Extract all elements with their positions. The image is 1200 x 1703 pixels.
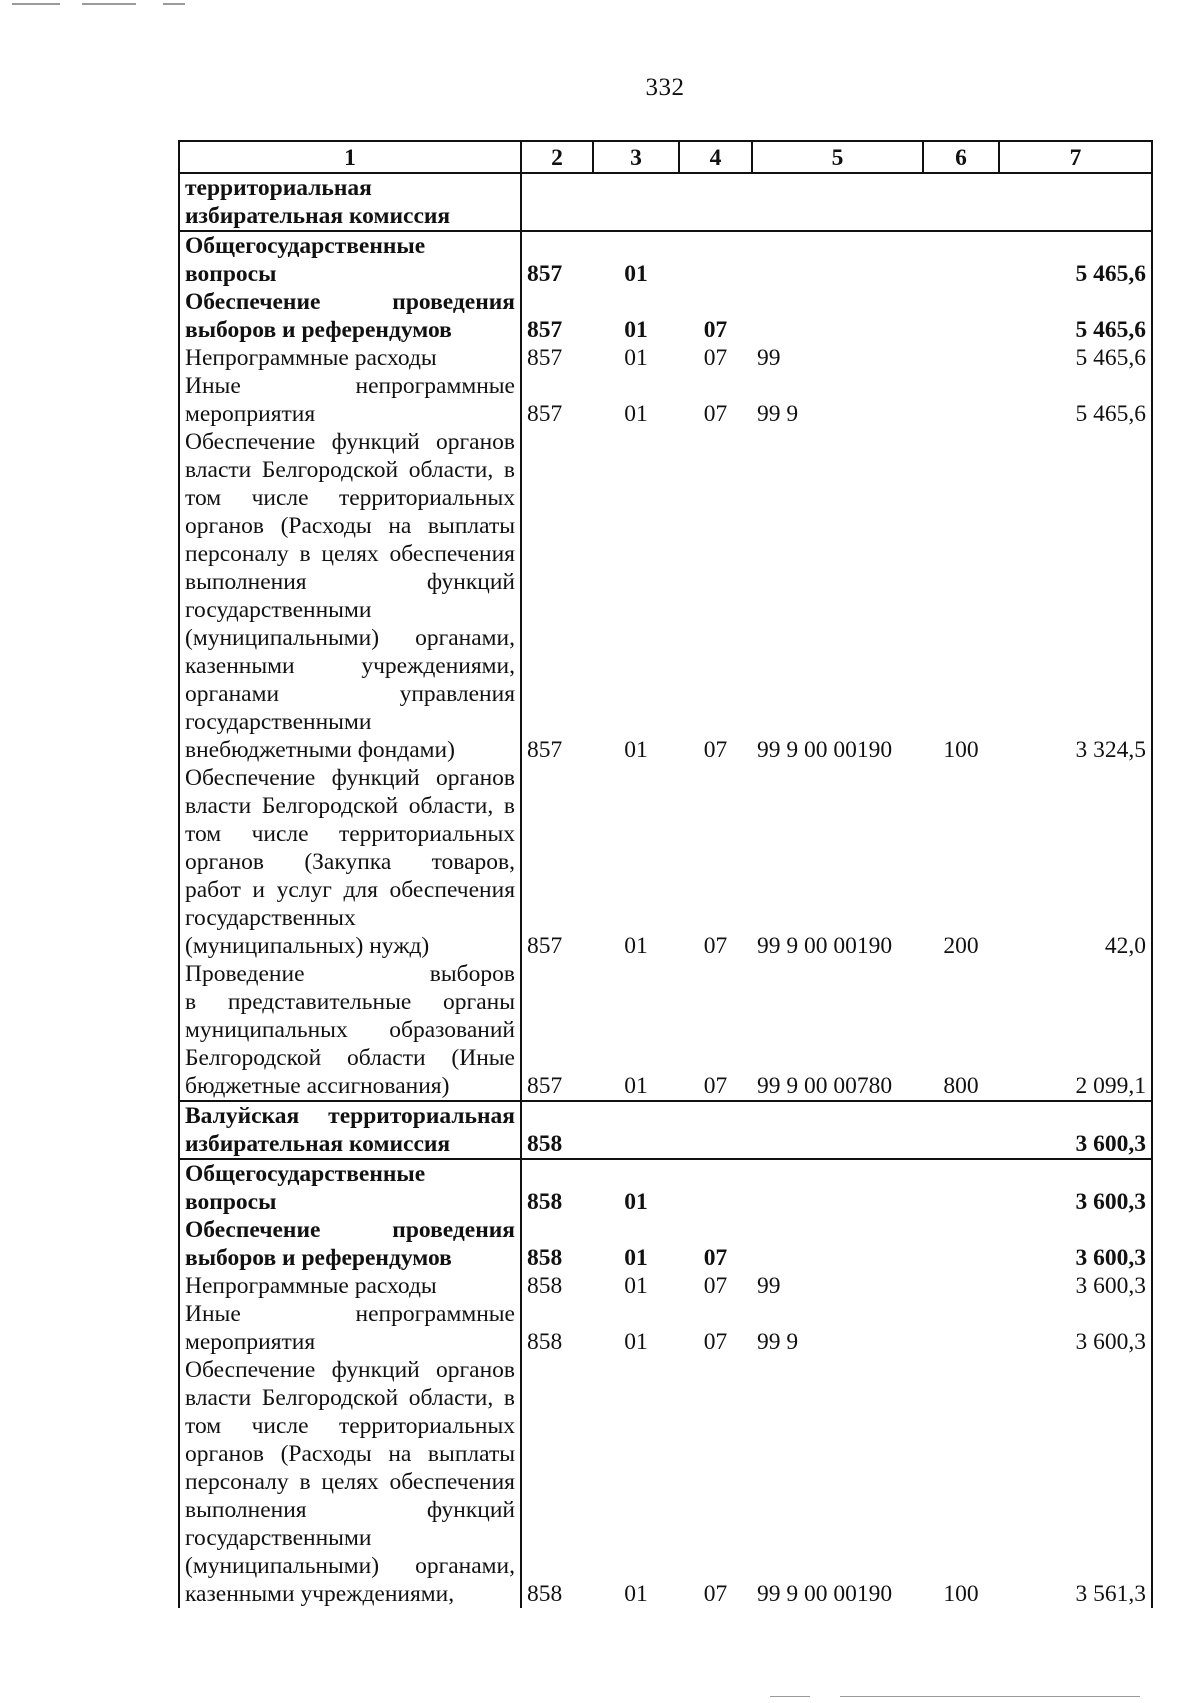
table-row xyxy=(179,1101,1152,1159)
row-name-line: вопросы xyxy=(185,1189,277,1215)
expense-type-cell: 200 xyxy=(943,933,979,959)
expense-type-cell xyxy=(923,1216,999,1272)
row-name-line: Непрограммные расходы xyxy=(185,1273,437,1299)
section-code-cell: 01 xyxy=(624,401,648,427)
subsection-code-cell: 07 xyxy=(703,1581,728,1607)
target-article-cell: 99 9 xyxy=(757,1329,799,1355)
row-name-line: персоналу в целях обеспечения xyxy=(185,541,515,567)
row-name-line: избирательная комиссия xyxy=(185,1131,451,1157)
amount-cell: 5 465,6 xyxy=(999,344,1152,372)
subsection-code-cell: 07 xyxy=(703,401,728,427)
row-name-line: государственными xyxy=(185,1525,372,1551)
table-row xyxy=(179,764,1152,960)
expense-type-cell xyxy=(923,1272,999,1300)
row-name-line: власти Белгородской области, в xyxy=(185,793,515,819)
row-name-line: муниципальных образований xyxy=(185,1017,515,1043)
row-name-cell xyxy=(179,1272,521,1300)
ministry-code-cell: 857 xyxy=(521,372,593,428)
row-name-line: государственных xyxy=(185,905,356,931)
row-name-line: власти Белгородской области, в xyxy=(185,457,515,483)
subsection-code-cell: 07 xyxy=(703,1073,728,1099)
row-name-line: Непрограммные расходы xyxy=(185,345,437,371)
target-article-cell xyxy=(752,231,923,288)
row-name-line: Обеспечение функций органов xyxy=(185,429,515,455)
subsection-code-cell xyxy=(679,231,752,288)
expense-type-cell: 100 xyxy=(943,737,979,763)
amount-cell: 3 600,3 xyxy=(999,1300,1152,1356)
row-name-line: органами управления xyxy=(185,681,515,707)
row-name-line: казенными учреждениями, xyxy=(185,653,515,679)
header-col-5: 5 xyxy=(752,141,923,173)
row-name-line: избирательная комиссия xyxy=(185,203,451,229)
expense-type-cell xyxy=(923,1300,999,1356)
section-code-cell: 01 xyxy=(624,345,648,371)
row-name-line: Обеспечение функций органов xyxy=(185,765,515,791)
subsection-code-cell: 07 xyxy=(703,933,728,959)
subsection-code-cell: 07 xyxy=(703,345,728,371)
section-code-cell xyxy=(593,1101,679,1159)
row-name-cell xyxy=(179,1216,521,1272)
amount-cell: 5 465,6 xyxy=(999,372,1152,428)
target-article-cell xyxy=(752,173,923,231)
subsection-code-cell: 07 xyxy=(703,1329,728,1355)
row-name-line: Белгородской области (Иные xyxy=(185,1045,515,1071)
table-row xyxy=(179,1300,1152,1356)
row-name-line: (муниципальными) органами, xyxy=(185,1553,515,1579)
header-col-6: 6 xyxy=(923,141,999,173)
row-name-cell xyxy=(179,231,521,288)
table-row xyxy=(179,344,1152,372)
expense-type-cell xyxy=(923,372,999,428)
row-name-line: Обеспечение проведения xyxy=(185,1217,515,1243)
row-name-cell xyxy=(179,344,521,372)
table-row xyxy=(179,1216,1152,1272)
header-col-1: 1 xyxy=(179,141,521,173)
scan-artifact-line xyxy=(770,1696,810,1697)
section-code-cell: 01 xyxy=(624,1329,648,1355)
subsection-code-cell xyxy=(679,173,752,231)
amount-cell: 3 561,3 xyxy=(999,1356,1152,1608)
table-row xyxy=(179,372,1152,428)
section-code-cell: 01 xyxy=(624,1581,648,1607)
ministry-code-cell: 858 xyxy=(521,1300,593,1356)
row-name-cell xyxy=(179,173,521,231)
row-name-line: мероприятия xyxy=(185,1329,316,1355)
header-col-2: 2 xyxy=(521,141,593,173)
ministry-code-cell: 857 xyxy=(521,344,593,372)
row-name-line: в представительные органы xyxy=(185,989,515,1015)
ministry-code-cell: 858 xyxy=(521,1216,593,1272)
table-row xyxy=(179,1272,1152,1300)
target-article-cell xyxy=(752,1101,923,1159)
subsection-code-cell: 07 xyxy=(703,1273,728,1299)
expense-type-cell: 800 xyxy=(943,1073,979,1099)
row-name-line: Обеспечение проведения xyxy=(185,289,515,315)
row-name-cell xyxy=(179,372,521,428)
section-code-cell: 01 xyxy=(624,737,648,763)
ministry-code-cell: 857 xyxy=(521,288,593,344)
row-name-line: выборов и референдумов xyxy=(185,1245,452,1271)
scan-artifact-line xyxy=(840,1696,1140,1697)
ministry-code-cell: 858 xyxy=(521,1356,593,1608)
row-name-cell xyxy=(179,288,521,344)
amount-cell: 3 324,5 xyxy=(999,428,1152,764)
amount-cell: 3 600,3 xyxy=(999,1216,1152,1272)
row-name-cell xyxy=(179,764,521,960)
ministry-code-cell: 858 xyxy=(521,1159,593,1216)
target-article-cell: 99 xyxy=(757,345,781,371)
ministry-code-cell: 857 xyxy=(521,960,593,1101)
target-article-cell: 99 9 00 00780 xyxy=(757,1073,893,1099)
row-name-line: Проведение выборов xyxy=(185,961,515,987)
row-name-line: выборов и референдумов xyxy=(185,317,452,343)
section-code-cell: 01 xyxy=(624,933,648,959)
header-col-3: 3 xyxy=(593,141,679,173)
scan-artifact-line xyxy=(163,3,185,5)
row-name-line: Валуйская территориальная xyxy=(185,1103,515,1129)
table-body xyxy=(179,173,1152,1608)
subsection-code-cell: 07 xyxy=(703,737,728,763)
scan-artifact-line xyxy=(82,3,136,5)
amount-cell: 42,0 xyxy=(999,764,1152,960)
subsection-code-cell xyxy=(679,1101,752,1159)
row-name-line: том числе территориальных xyxy=(185,821,515,847)
target-article-cell: 99 9 00 00190 xyxy=(757,737,893,763)
row-name-line: Общегосударственные xyxy=(185,1161,426,1187)
row-name-line: работ и услуг для обеспечения xyxy=(185,877,515,903)
target-article-cell xyxy=(752,288,923,344)
section-code-cell: 01 xyxy=(593,231,679,288)
row-name-line: персоналу в целях обеспечения xyxy=(185,1469,515,1495)
ministry-code-cell: 857 xyxy=(521,764,593,960)
row-name-line: том числе территориальных xyxy=(185,1413,515,1439)
row-name-line: вопросы xyxy=(185,261,277,287)
ministry-code-cell: 857 xyxy=(521,231,593,288)
row-name-line: государственными xyxy=(185,597,372,623)
ministry-code-cell: 858 xyxy=(521,1272,593,1300)
row-name-line: Общегосударственные xyxy=(185,233,426,259)
row-name-line: том числе территориальных xyxy=(185,485,515,511)
target-article-cell: 99 9 00 00190 xyxy=(757,1581,893,1607)
target-article-cell: 99 9 00 00190 xyxy=(757,933,893,959)
table-header-row xyxy=(179,141,1152,173)
row-name-line: бюджетные ассигнования) xyxy=(185,1073,450,1099)
expense-type-cell xyxy=(923,1159,999,1216)
row-name-line: власти Белгородской области, в xyxy=(185,1385,515,1411)
row-name-cell xyxy=(179,960,521,1101)
row-name-line: органов (Закупка товаров, xyxy=(185,849,515,875)
amount-cell: 5 465,6 xyxy=(999,288,1152,344)
row-name-line: (муниципальными) органами, xyxy=(185,625,515,651)
amount-cell: 3 600,3 xyxy=(999,1159,1152,1216)
table-row xyxy=(179,960,1152,1101)
amount-cell: 2 099,1 xyxy=(999,960,1152,1101)
expense-type-cell xyxy=(923,231,999,288)
row-name-line: казенными учреждениями, xyxy=(185,1581,455,1607)
target-article-cell xyxy=(752,1216,923,1272)
target-article-cell xyxy=(752,1159,923,1216)
row-name-line: (муниципальных) нужд) xyxy=(185,933,430,959)
table-row xyxy=(179,428,1152,764)
row-name-line: мероприятия xyxy=(185,401,316,427)
subsection-code-cell xyxy=(679,1159,752,1216)
target-article-cell: 99 xyxy=(757,1273,781,1299)
section-code-cell: 01 xyxy=(624,1273,648,1299)
table-row xyxy=(179,173,1152,231)
expense-type-cell xyxy=(923,1101,999,1159)
row-name-line: органов (Расходы на выплаты xyxy=(185,1441,515,1467)
budget-table xyxy=(178,140,1153,1608)
row-name-cell xyxy=(179,428,521,764)
header-col-7: 7 xyxy=(999,141,1152,173)
table-row xyxy=(179,1159,1152,1216)
row-name-line: Иные непрограммные xyxy=(185,1301,515,1327)
expense-type-cell: 100 xyxy=(943,1581,979,1607)
table-row xyxy=(179,1356,1152,1608)
row-name-line: государственными xyxy=(185,709,372,735)
expense-type-cell xyxy=(923,288,999,344)
section-code-cell: 01 xyxy=(624,1073,648,1099)
header-col-4: 4 xyxy=(679,141,752,173)
page-number: 332 xyxy=(645,74,685,101)
subsection-code-cell: 07 xyxy=(703,317,728,343)
row-name-cell xyxy=(179,1356,521,1608)
row-name-line: выполнения функций xyxy=(185,569,515,595)
ministry-code-cell xyxy=(521,173,593,231)
section-code-cell: 01 xyxy=(624,1245,648,1271)
ministry-code-cell: 857 xyxy=(521,428,593,764)
target-article-cell: 99 9 xyxy=(757,401,799,427)
subsection-code-cell: 07 xyxy=(703,1245,728,1271)
row-name-line: органов (Расходы на выплаты xyxy=(185,513,515,539)
row-name-line: Иные непрограммные xyxy=(185,373,515,399)
section-code-cell: 01 xyxy=(593,1159,679,1216)
amount-cell: 3 600,3 xyxy=(999,1272,1152,1300)
row-name-line: выполнения функций xyxy=(185,1497,515,1523)
amount-cell xyxy=(999,173,1152,231)
table-row xyxy=(179,231,1152,288)
row-name-cell xyxy=(179,1159,521,1216)
row-name-cell xyxy=(179,1300,521,1356)
row-name-line: территориальная xyxy=(185,175,372,201)
scan-artifact-line xyxy=(12,3,60,5)
expense-type-cell xyxy=(923,344,999,372)
row-name-line: внебюджетными фондами) xyxy=(185,737,455,763)
ministry-code-cell: 858 xyxy=(521,1101,593,1159)
section-code-cell: 01 xyxy=(624,317,648,343)
section-code-cell xyxy=(593,173,679,231)
table-row xyxy=(179,288,1152,344)
amount-cell: 5 465,6 xyxy=(999,231,1152,288)
expense-type-cell xyxy=(923,173,999,231)
amount-cell: 3 600,3 xyxy=(999,1101,1152,1159)
row-name-cell xyxy=(179,1101,521,1159)
row-name-line: Обеспечение функций органов xyxy=(185,1357,515,1383)
